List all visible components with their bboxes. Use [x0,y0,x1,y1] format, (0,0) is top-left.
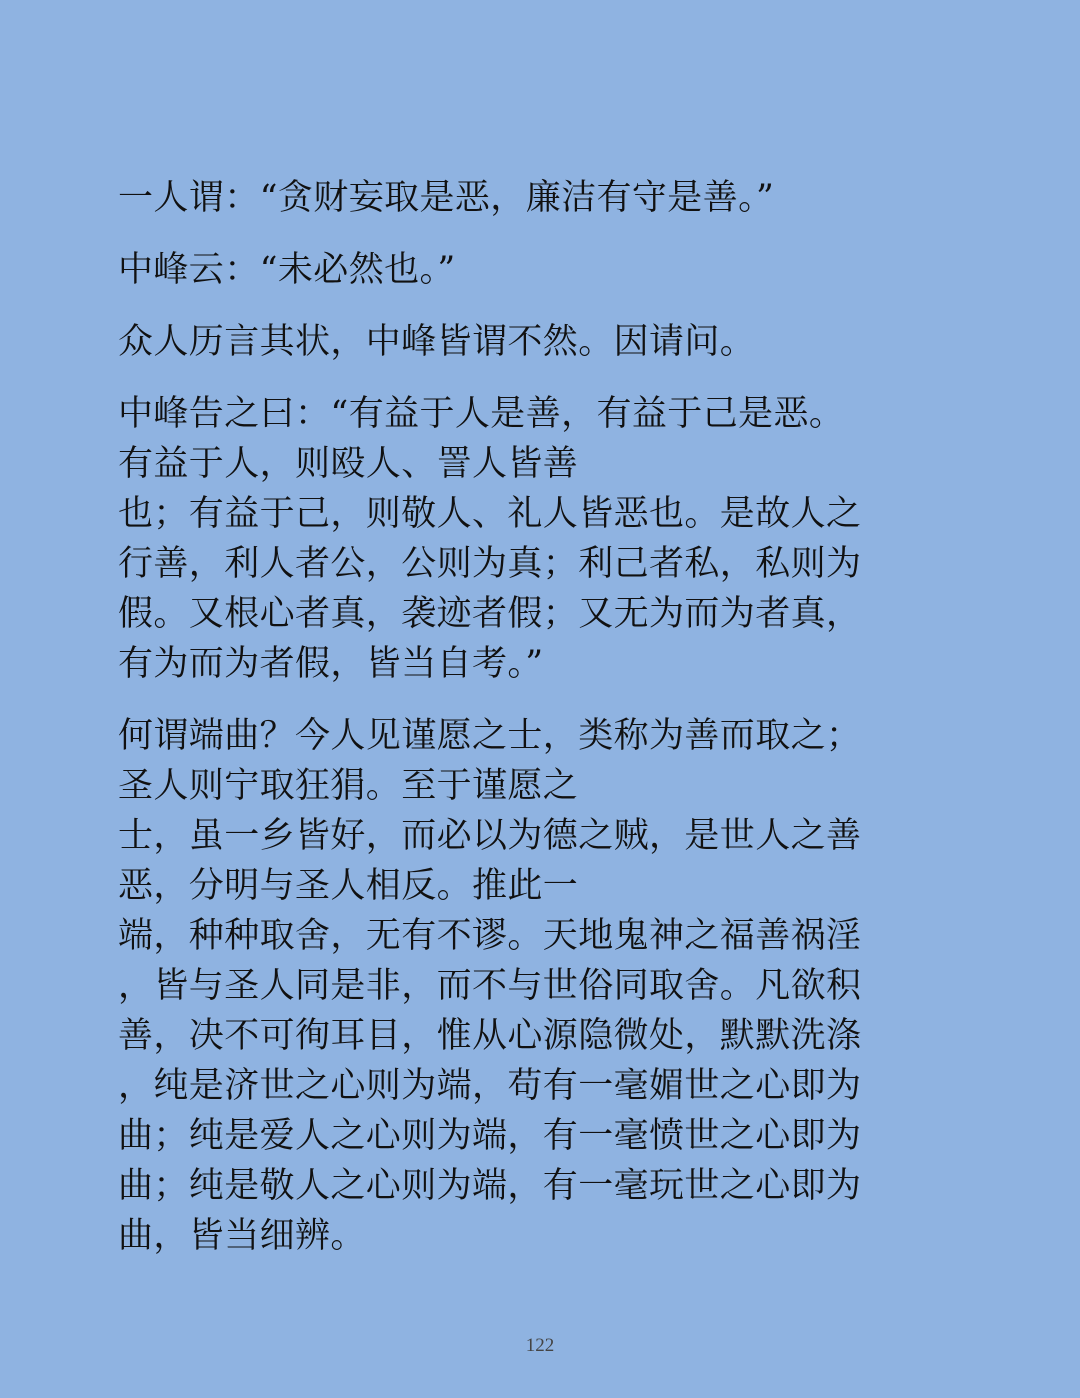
text-line: 一人谓：“贪财妄取是恶，廉洁有守是善。” [118,178,775,218]
paragraph-2 [118,245,938,295]
text-line: 曲；纯是敬人之心则为端，有一毫玩世之心即为 [118,1166,862,1206]
page-body-text [118,173,938,1261]
text-line: 端，种种取舍，无有不谬。天地鬼神之福善祸淫 [118,916,862,956]
text-line: 也；有益于己，则敬人、礼人皆恶也。是故人之 [118,494,862,534]
text-line: 曲；纯是爱人之心则为端，有一毫愤世之心即为 [118,1116,862,1156]
text-line: 士，虽一乡皆好，而必以为德之贼，是世人之善 [118,816,862,856]
text-line: 有为而为者假，皆当自考。” [118,644,544,684]
paragraph-5 [118,711,938,1261]
text-line: 何谓端曲？今人见谨愿之士，类称为善而取之； [118,716,862,756]
text-line: 假。又根心者真，袭迹者假；又无为而为者真， [118,594,862,634]
text-line: 中峰告之曰：“有益于人是善，有益于己是恶。 [118,394,845,434]
paragraph-gap [118,295,938,317]
text-line: 善，决不可徇耳目，惟从心源隐微处，默默洗涤 [118,1016,862,1056]
text-line: ，纯是济世之心则为端，苟有一毫媚世之心即为 [118,1066,862,1106]
paragraph-1 [118,173,938,223]
text-line: 众人历言其状，中峰皆谓不然。因请问。 [118,322,756,362]
paragraph-gap [118,689,938,711]
text-line: 有益于人，则殴人、詈人皆善 [118,444,579,484]
paragraph-gap [118,367,938,389]
page-number: 122 [525,1335,555,1356]
text-line: 圣人则宁取狂狷。至于谨愿之 [118,766,579,806]
text-line: 恶，分明与圣人相反。推此一 [118,866,579,906]
paragraph-gap [118,223,938,245]
text-line: 行善，利人者公，公则为真；利己者私，私则为 [118,544,862,584]
text-line: 中峰云：“未必然也。” [118,250,456,290]
paragraph-3 [118,317,938,367]
text-line: ，皆与圣人同是非，而不与世俗同取舍。凡欲积 [118,966,862,1006]
text-line: 曲，皆当细辨。 [118,1216,366,1256]
paragraph-4 [118,389,938,689]
